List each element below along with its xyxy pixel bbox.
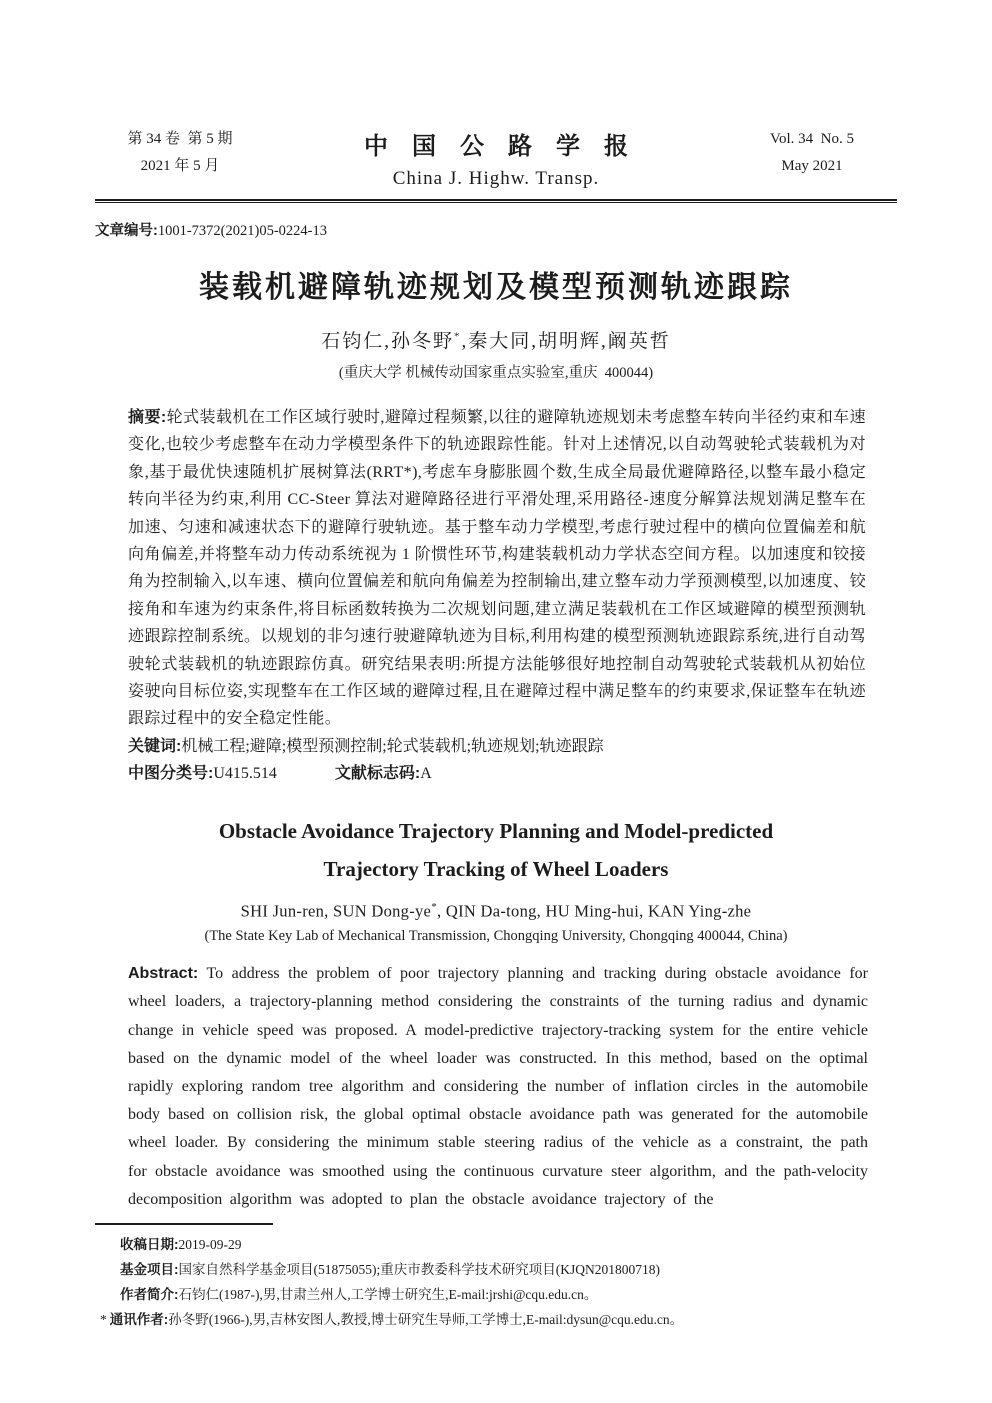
journal-issue-cn [95, 126, 265, 180]
footnote-corresponding-author [95, 1307, 897, 1332]
abstract-cn-text: 轮式装载机在工作区域行驶时,避障过程频繁,以往的避障轨迹规划未考虑整车转向半径约束和车速变化,也较少考虑整车在动力学模型条件下的轨迹跟踪性能。针对上述情况,以自动驾驶轮式装载机为对象,基于最优快速随机扩展树算法(RRT*),考虑车身膨胀圆个数,生成全局最优避障路径,以整车最小稳定转向半径为约束,利用 CC-Steer 算法对避障路径进行平滑处理,采用路径-速度分解算法规划满足整车在加速、匀速和减速状态下的避障行驶轨迹。基于整车动力学模型,考虑行驶过程中的横向位置偏差和航向角偏差,并将整车动力传动系统视为 1 阶惯性环节,构建装载机动力学状态空间方程。以加速度和铰接角为控制输入,以车速、横向位置偏差和航向角偏差为控制输出,建立整车动力学预测模型,以加速度、铰接角和车速为约束条件,将目标函数转换为二次规划问题,建立满足装载机在工作区域避障的模型预测轨迹跟踪控制系统。以规划的非匀速行驶避障轨迹为目标,利用构建的模型预测轨迹跟踪系统,进行自动驾驶轮式装载机的轨迹跟踪仿真。研究结果表明:所提方法能够很好地控制自动驾驶轮式装载机从初始位姿驶向目标位姿,实现整车在工作区域的避障过程,且在避障过程中满足整车的约束要求,保证整车在轨迹跟踪过程中的安全稳定性能。 [128, 409, 866, 728]
footnote-received-date [95, 1232, 897, 1257]
clc-label: 中图分类号: [128, 765, 214, 783]
abstract-en [128, 960, 868, 1214]
classification-line [128, 760, 866, 787]
footnote-author-bio-label: 作者简介: [120, 1287, 179, 1303]
abstract-en-label: Abstract: [128, 965, 199, 983]
affiliation-cn: (重庆大学 机械传动国家重点实验室,重庆 400044) [338, 365, 654, 381]
journal-title-en: China J. Highw. Transp. [392, 168, 600, 189]
article-number-label: 文章编号: [95, 223, 158, 239]
corresponding-author-mark-cn: * [454, 330, 462, 343]
footnote-author-bio [95, 1282, 897, 1307]
journal-date-cn: 2021 年 5 月 [140, 158, 220, 174]
authors-cn-pre: 石钧仁,孙冬野 [321, 331, 454, 352]
doc-code-value: A [420, 765, 432, 783]
authors-cn [95, 326, 897, 353]
doc-code-label: 文献标志码: [334, 765, 421, 783]
article-number-line [95, 219, 897, 240]
footnote-corresponding-author-label: 通讯作者: [109, 1312, 169, 1328]
footnote-corresponding-author-text: 孙冬野(1966-),男,吉林安图人,教授,博士研究生导师,工学博士,E-mail:dysun@cqu.edu.cn。 [168, 1312, 684, 1328]
authors-cn-post: ,秦大同,胡明辉,阚英哲 [461, 331, 671, 352]
keywords-cn-text: 机械工程;避障;模型预测控制;轮式装载机;轨迹规划;轨迹跟踪 [181, 737, 604, 755]
clc-value: U415.514 [213, 765, 277, 783]
authors-en [95, 901, 897, 922]
keywords-cn-label: 关键词: [128, 737, 182, 755]
article-number-value: 1001-7372(2021)05-0224-13 [157, 223, 327, 239]
paper-title-en-line1: Obstacle Avoidance Trajectory Planning and Model-predicted [218, 818, 774, 843]
keywords-cn [128, 733, 866, 760]
journal-header [95, 126, 897, 190]
journal-title-cn: 中国公路学报 [364, 134, 652, 160]
authors-en-pre: SHI Jun-ren, SUN Dong-ye [240, 901, 432, 921]
footnote-funding-text: 国家自然科学基金项目(51875055);重庆市教委科学技术研究项目(KJQN201800718) [178, 1262, 660, 1278]
footnote-funding [95, 1257, 897, 1282]
abstract-en-text: To address the problem of poor trajectory planning and tracking during obstacle avoidance for wheel loaders, a trajectory-planning method considering the constraints of the turning radius and dynamic change in vehicle speed was proposed. A model-predictive trajectory-tracking system for the entire vehicle based on the dynamic model of the wheel loader was constructed. In this method, based on the optimal rapidly exploring random tree algorithm and considering the number of inflation circles in the automobile body based on collision risk, the global optimal obstacle avoidance path was generated for the automobile wheel loader. By considering the minimum stable steering radius of the vehicle as a constraint, the path for obstacle avoidance was smoothed using the continuous curvature steer algorithm, and the path-velocity decomposition algorithm was adopted to plan the obstacle avoidance trajectory of the [128, 965, 868, 1208]
authors-en-post: , QIN Da-tong, HU Ming-hui, KAN Ying-zhe [437, 901, 752, 921]
corresponding-author-mark-en: * [431, 900, 437, 913]
journal-title-block [265, 126, 727, 190]
journal-date-en: May 2021 [781, 158, 843, 174]
footnote-divider [95, 1223, 273, 1225]
paper-title-cn: 装载机避障轨迹规划及模型预测轨迹跟踪 [199, 271, 793, 304]
abstract-cn [128, 404, 866, 733]
affiliation-en: (The State Key Lab of Mechanical Transmission, Chongqing University, Chongqing 400044, China) [204, 928, 788, 945]
footnotes [95, 1232, 897, 1332]
footnote-author-bio-text: 石钧仁(1987-),男,甘肃兰州人,工学博士研究生,E-mail:jrshi@cqu.edu.cn。 [178, 1287, 598, 1303]
paper-title-en [95, 812, 897, 888]
journal-issue-en [727, 126, 897, 180]
header-double-rule [95, 199, 897, 203]
footnote-received-date-text: 2019-09-29 [178, 1237, 242, 1253]
footnote-star-mark: * [100, 1312, 107, 1328]
footnote-funding-label: 基金项目: [120, 1262, 179, 1278]
footnote-received-date-label: 收稿日期: [120, 1237, 179, 1253]
paper-title-en-line2: Trajectory Tracking of Wheel Loaders [323, 856, 669, 881]
journal-volume-issue-cn: 第 34 卷 第 5 期 [127, 131, 233, 147]
abstract-cn-label: 摘要: [128, 409, 167, 426]
journal-volume-issue-en: Vol. 34 No. 5 [770, 131, 854, 147]
